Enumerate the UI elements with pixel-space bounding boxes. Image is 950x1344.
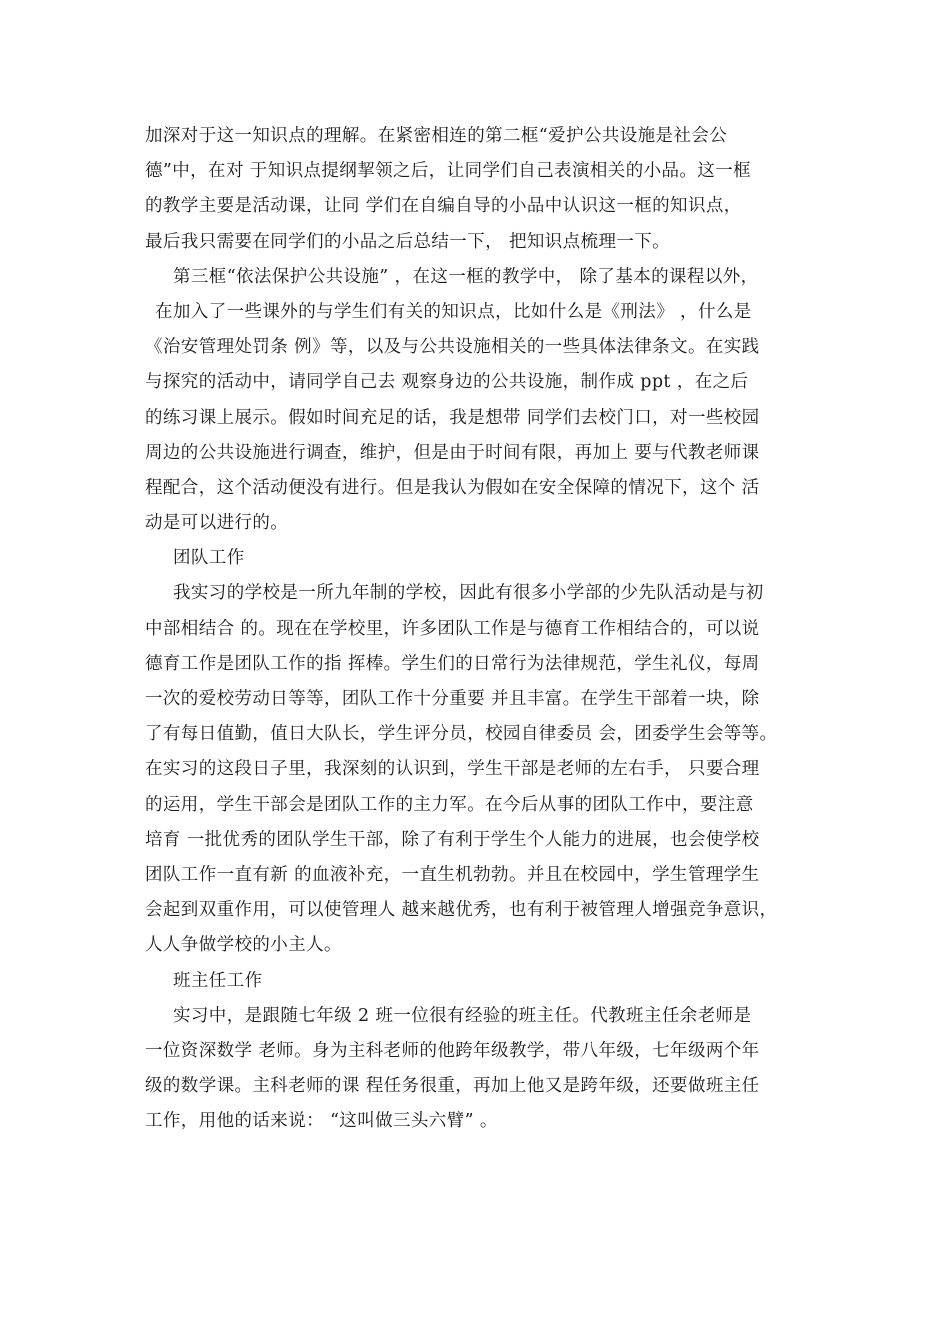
text-line: 中部相结合 的。现在在学校里，许多团队工作是与德育工作相结合的，可以说 [145,618,760,639]
text-line: 程配合，这个活动便没有进行。但是我认为假如在安全保障的情况下，这个 活 [145,477,760,498]
text-line: 在加入了一些课外的与学生们有关的知识点，比如什么是《刑法》 ，什么是 [155,301,752,322]
text-line: 动是可以进行的。 [145,513,289,534]
text-line: 最后我只需要在同学们的小品之后总结一下， 把知识点梳理一下。 [145,231,671,252]
text-line: 的练习课上展示。假如时间充足的话，我是想带 同学们去校门口，对一些校园 [145,407,760,428]
text-line: 加深对于这一知识点的理解。在紧密相连的第二框“爱护公共设施是社会公 [145,126,728,146]
text-line: 级的数学课。主科老师的课 程任务很重，再加上他又是跨年级，还要做班主任 [145,1076,760,1097]
text-line: 的教学主要是活动课，让同 学们在自编自导的小品中认识这一框的知识点， [145,196,742,217]
section-heading: 班主任工作 [173,970,263,991]
text-line: 一次的爱校劳动日等等，团队工作十分重要 并且丰富。在学生干部着一块，除 [145,689,760,709]
section-heading: 团队工作 [173,548,245,569]
paragraph-start-line: 我实习的学校是一所九年制的学校，因此有很多小学部的少先队活动是与初 [173,583,764,604]
text-line: 《治安管理处罚条 例》等，以及与公共设施相关的一些具体法律条文。在实践 [145,337,760,358]
text-line: 德育工作是团队工作的指 挥棒。学生们的日常行为法律规范，学生礼仪，每周 [145,653,760,674]
text-line: 人人争做学校的小主人。 [145,935,342,956]
text-line: 培育 一批优秀的团队学生干部，除了有利于学生个人能力的进展，也会使学校 [145,829,760,850]
text-line: 了有每日值勤，值日大队长，学生评分员，校园自律委员 会，团委学生会等等。 [145,724,778,745]
text-line: 一位资深数学 老师。身为主科老师的他跨年级教学，带八年级，七年级两个年 [145,1040,760,1061]
text-line: 的运用，学生干部会是团队工作的主力军。在今后从事的团队工作中，要注意 [145,794,754,815]
text-line: 工作，用他的话来说： “这叫做三头六臂” 。 [145,1111,498,1132]
text-line: 在实习的这段日子里，我深刻的认识到，学生干部是老师的左右手， 只要合理 [145,759,760,780]
text-line: 德”中，在对 于知识点提纲挈领之后，让同学们自己表演相关的小品。这一框 [145,161,752,182]
body-text [145,119,835,1139]
paragraph-start-line: 第三框“依法保护公共设施” ，在这一框的教学中， 除了基本的课程以外， [173,266,759,287]
text-line: 团队工作一直有新 的血液补充，一直生机勃勃。并且在校园中，学生管理学生 [145,864,760,885]
text-line: 会起到双重作用，可以使管理人 越来越优秀，也有利于被管理人增强竞争意识， [145,900,778,921]
text-line: 周边的公共设施进行调查，维护，但是由于时间有限，再加上 要与代教老师课 [145,442,760,463]
paragraph-start-line: 实习中，是跟随七年级 2 班一位很有经验的班主任。代教班主任余老师是 [173,1005,752,1026]
text-line: 与探究的活动中，请同学自己去 观察身边的公共设施，制作成 ppt ，在之后 [145,372,749,393]
